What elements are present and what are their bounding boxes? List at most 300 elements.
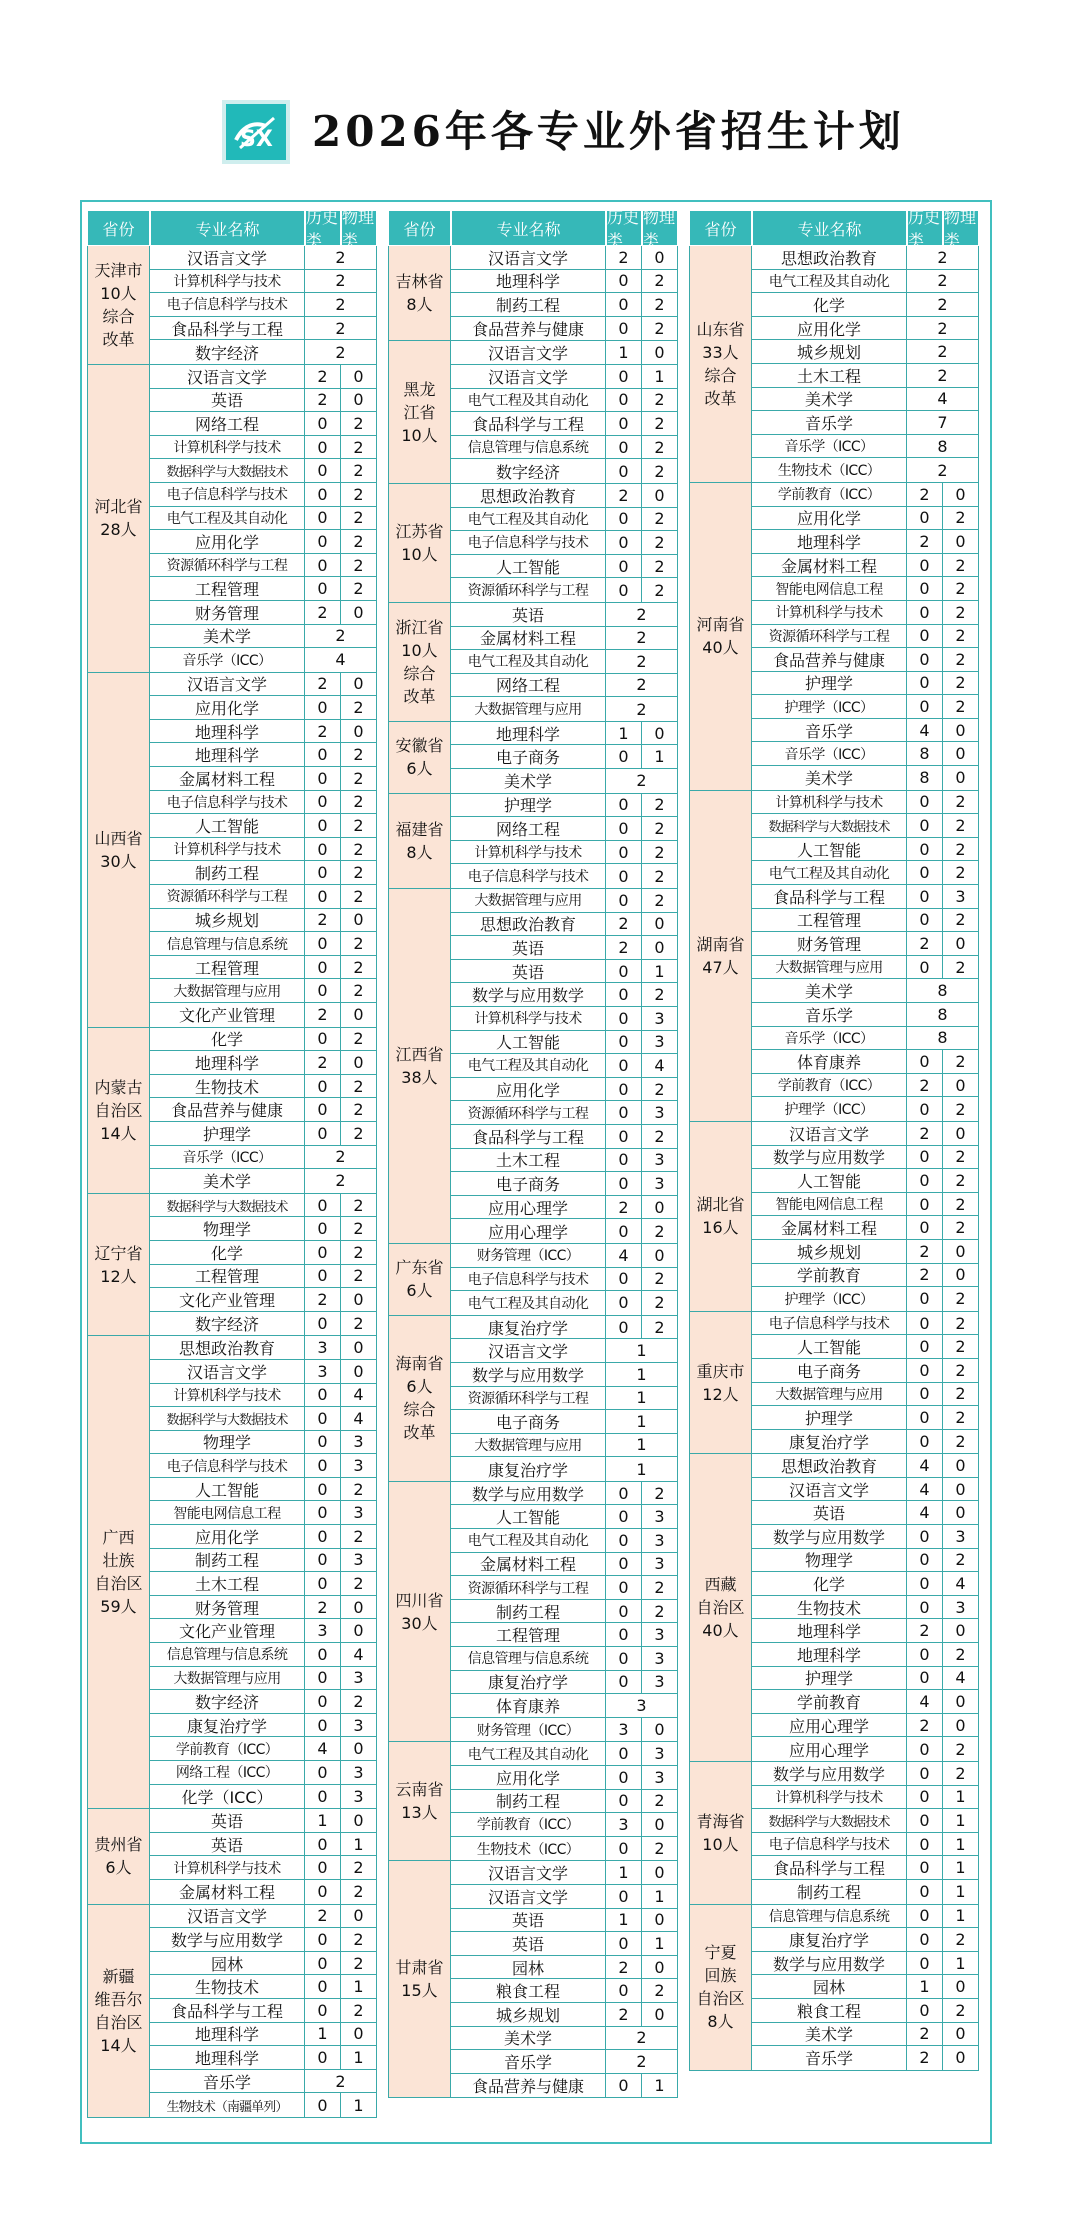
physics-quota-cell: 0 <box>943 1619 979 1642</box>
physics-quota-cell: 2 <box>943 861 979 884</box>
table-row <box>451 2027 678 2051</box>
history-quota-cell: 2 <box>305 389 341 412</box>
physics-quota-cell: 0 <box>642 1956 678 1979</box>
province-group <box>87 1028 377 1194</box>
major-name-cell: 工程管理 <box>150 577 305 600</box>
major-name-cell: 计算机科学与技术 <box>150 838 305 861</box>
table-row <box>451 1979 678 2003</box>
major-name-cell: 英语 <box>451 1909 606 1932</box>
province-cell: 广西 壮族 自治区 59人 <box>87 1336 150 1808</box>
table-row <box>752 1097 979 1121</box>
major-name-cell: 工程管理 <box>451 1623 606 1646</box>
quota-merged-cell: 1 <box>606 1434 678 1457</box>
physics-quota-cell: 2 <box>642 864 678 888</box>
physics-quota-cell: 2 <box>642 794 678 817</box>
province-rows <box>451 246 678 340</box>
table-row <box>451 1101 678 1125</box>
table-row <box>451 1742 678 1766</box>
history-quota-cell: 0 <box>606 1623 642 1646</box>
physics-quota-cell: 2 <box>341 1999 377 2022</box>
table-column-3 <box>689 210 979 2071</box>
major-name-cell: 地理科学 <box>150 720 305 743</box>
province-group <box>388 603 678 722</box>
history-quota-cell: 0 <box>606 1766 642 1789</box>
history-quota-cell: 3 <box>305 1336 341 1359</box>
history-quota-cell: 2 <box>305 1905 341 1928</box>
history-quota-cell: 0 <box>606 578 642 602</box>
major-name-cell: 护理学（ICC） <box>752 1287 907 1311</box>
history-quota-cell: 0 <box>305 1525 341 1548</box>
physics-quota-cell: 0 <box>341 1003 377 1027</box>
physics-quota-cell: 0 <box>341 1809 377 1832</box>
physics-quota-cell: 2 <box>943 1335 979 1358</box>
history-quota-cell: 2 <box>305 365 341 388</box>
major-name-cell: 电气工程及其自动化 <box>451 508 606 531</box>
physics-quota-cell: 2 <box>943 648 979 671</box>
table-row <box>451 794 678 818</box>
history-quota-cell: 0 <box>606 270 642 293</box>
table-row <box>150 1431 377 1455</box>
major-name-cell: 英语 <box>150 1809 305 1832</box>
table-row <box>150 1999 377 2023</box>
physics-quota-cell: 0 <box>341 365 377 388</box>
table-row <box>752 1287 979 1311</box>
table-row <box>150 1833 377 1857</box>
history-quota-cell: 2 <box>907 2046 943 2070</box>
table-row <box>451 1339 678 1363</box>
table-row <box>150 1241 377 1265</box>
history-quota-cell: 0 <box>907 672 943 695</box>
table-row <box>752 1240 979 1264</box>
province-rows <box>752 1312 979 1454</box>
major-name-cell: 化学 <box>752 1572 907 1595</box>
major-name-cell: 英语 <box>150 389 305 412</box>
history-quota-cell: 4 <box>907 1690 943 1713</box>
table-row <box>150 436 377 460</box>
major-name-cell: 物理学 <box>752 1549 907 1572</box>
table-row <box>451 1482 678 1506</box>
major-name-cell: 地理科学 <box>150 743 305 766</box>
physics-quota-cell: 3 <box>341 1549 377 1572</box>
major-name-cell: 数据科学与大数据技术 <box>150 1407 305 1430</box>
physics-quota-cell: 3 <box>642 1031 678 1054</box>
history-quota-cell: 0 <box>305 1690 341 1713</box>
major-name-cell: 大数据管理与应用 <box>451 697 606 721</box>
table-row <box>451 722 678 746</box>
physics-quota-cell: 0 <box>341 720 377 743</box>
quota-merged-cell: 2 <box>606 2027 678 2050</box>
physics-quota-cell: 2 <box>943 1643 979 1666</box>
table-row <box>752 838 979 862</box>
province-group <box>388 722 678 794</box>
history-quota-cell: 0 <box>305 1407 341 1430</box>
table-row <box>150 648 377 672</box>
table-row <box>451 508 678 532</box>
table-row <box>150 412 377 436</box>
history-quota-cell: 2 <box>606 1956 642 1979</box>
province-cell: 湖北省 16人 <box>689 1122 752 1311</box>
major-name-cell: 大数据管理与应用 <box>752 956 907 979</box>
table-row <box>752 1216 979 1240</box>
major-name-cell: 化学（ICC） <box>150 1785 305 1809</box>
table-row <box>150 673 377 697</box>
history-quota-cell: 0 <box>606 1054 642 1077</box>
history-quota-cell: 1 <box>606 1909 642 1932</box>
province-rows <box>150 1905 377 2117</box>
table-row <box>150 1525 377 1549</box>
history-quota-cell: 0 <box>305 1833 341 1856</box>
major-name-cell: 英语 <box>752 1501 907 1524</box>
table-row <box>150 932 377 956</box>
province-group <box>689 1312 979 1455</box>
physics-quota-cell: 2 <box>642 817 678 840</box>
history-quota-cell: 0 <box>305 1431 341 1454</box>
physics-quota-cell: 0 <box>943 932 979 955</box>
physics-quota-cell: 3 <box>642 1149 678 1172</box>
major-name-cell: 思想政治教育 <box>752 1454 907 1477</box>
quota-merged-cell: 2 <box>606 2050 678 2073</box>
physics-quota-cell: 3 <box>642 1101 678 1124</box>
table-row <box>752 270 979 294</box>
table-row <box>752 1146 979 1170</box>
history-quota-cell: 2 <box>606 936 642 959</box>
province-rows <box>451 889 678 1243</box>
table-row <box>150 1288 377 1312</box>
table-row <box>451 1909 678 1933</box>
table-row <box>752 1975 979 1999</box>
table-header-cell: 专业名称 <box>451 210 606 246</box>
history-quota-cell: 0 <box>606 983 642 1006</box>
physics-quota-cell: 2 <box>341 507 377 530</box>
history-quota-cell: 2 <box>606 913 642 936</box>
table-row <box>451 627 678 651</box>
table-row <box>752 1714 979 1738</box>
history-quota-cell: 0 <box>305 1122 341 1145</box>
history-quota-cell: 1 <box>606 341 642 364</box>
table-row <box>752 625 979 649</box>
province-group <box>388 1742 678 1861</box>
table-row <box>451 1410 678 1434</box>
history-quota-cell: 2 <box>305 1051 341 1074</box>
history-quota-cell: 0 <box>305 1478 341 1501</box>
major-name-cell: 汉语言文学 <box>451 1885 606 1908</box>
physics-quota-cell: 2 <box>341 1478 377 1501</box>
table-row <box>150 1312 377 1336</box>
province-cell: 云南省 13人 <box>388 1742 451 1860</box>
physics-quota-cell: 0 <box>642 1244 678 1267</box>
table-row <box>451 1054 678 1078</box>
major-name-cell: 电子信息科学与技术 <box>150 293 305 316</box>
province-group <box>388 1861 678 2098</box>
major-name-cell: 财务管理（ICC） <box>451 1718 606 1742</box>
history-quota-cell: 2 <box>907 932 943 955</box>
history-quota-cell: 0 <box>606 508 642 531</box>
province-group <box>388 1316 678 1482</box>
major-name-cell: 数字经济 <box>451 459 606 483</box>
major-name-cell: 英语 <box>451 1932 606 1955</box>
history-quota-cell: 4 <box>606 1244 642 1267</box>
table-row <box>150 1194 377 1218</box>
major-name-cell: 学前教育（ICC） <box>752 1074 907 1097</box>
table-row <box>752 1596 979 1620</box>
major-name-cell: 计算机科学与技术 <box>150 436 305 459</box>
table-header-cell: 省份 <box>388 210 451 246</box>
table-row <box>451 769 678 793</box>
history-quota-cell: 1 <box>606 722 642 745</box>
quota-merged-cell: 2 <box>305 2070 377 2093</box>
physics-quota-cell: 0 <box>943 483 979 506</box>
page-title: 2026年各专业外省招生计划 <box>312 107 905 156</box>
major-name-cell: 金属材料工程 <box>752 1216 907 1239</box>
physics-quota-cell: 2 <box>341 861 377 884</box>
major-name-cell: 汉语言文学 <box>451 1339 606 1362</box>
history-quota-cell: 0 <box>305 1952 341 1975</box>
table-row <box>150 1761 377 1785</box>
physics-quota-cell: 2 <box>943 695 979 718</box>
major-name-cell: 物理学 <box>150 1217 305 1240</box>
major-name-cell: 数学与应用数学 <box>752 1762 907 1785</box>
history-quota-cell: 2 <box>907 1122 943 1145</box>
major-name-cell: 工程管理 <box>150 1265 305 1288</box>
major-name-cell: 智能电网信息工程 <box>752 1193 907 1216</box>
province-rows <box>752 246 979 482</box>
major-name-cell: 汉语言文学 <box>150 365 305 388</box>
physics-quota-cell: 0 <box>943 1122 979 1145</box>
physics-quota-cell: 4 <box>341 1643 377 1666</box>
quota-merged-cell: 2 <box>907 364 979 387</box>
major-name-cell: 汉语言文学 <box>451 365 606 388</box>
table-row <box>150 1360 377 1384</box>
table-row <box>752 742 979 766</box>
history-quota-cell: 2 <box>907 1619 943 1642</box>
history-quota-cell: 0 <box>305 1549 341 1572</box>
physics-quota-cell: 3 <box>642 1505 678 1528</box>
history-quota-cell: 0 <box>305 1028 341 1051</box>
history-quota-cell: 0 <box>907 1596 943 1619</box>
major-name-cell: 人工智能 <box>752 1335 907 1358</box>
table-row <box>451 389 678 413</box>
major-name-cell: 康复治疗学 <box>150 1714 305 1737</box>
history-quota-cell: 2 <box>907 483 943 506</box>
physics-quota-cell: 2 <box>943 838 979 861</box>
physics-quota-cell: 2 <box>341 530 377 553</box>
physics-quota-cell: 2 <box>943 1383 979 1406</box>
history-quota-cell: 0 <box>606 1647 642 1670</box>
history-quota-cell: 2 <box>305 673 341 696</box>
physics-quota-cell: 2 <box>642 889 678 912</box>
physics-quota-cell: 3 <box>642 1172 678 1195</box>
table-row <box>752 1122 979 1146</box>
history-quota-cell: 0 <box>907 1880 943 1904</box>
quota-merged-cell: 1 <box>606 1457 678 1481</box>
table-row <box>752 909 979 933</box>
table-row <box>451 365 678 389</box>
quota-merged-cell: 1 <box>606 1339 678 1362</box>
history-quota-cell: 0 <box>907 861 943 884</box>
history-quota-cell: 0 <box>305 1384 341 1407</box>
physics-quota-cell: 0 <box>943 742 979 765</box>
major-name-cell: 土木工程 <box>752 364 907 387</box>
table-row <box>451 270 678 294</box>
quota-merged-cell: 2 <box>907 246 979 269</box>
major-name-cell: 数学与应用数学 <box>752 1952 907 1975</box>
physics-quota-cell: 2 <box>341 1952 377 1975</box>
table-row <box>752 1833 979 1857</box>
physics-quota-cell: 2 <box>943 1287 979 1311</box>
physics-quota-cell: 2 <box>642 1482 678 1505</box>
major-name-cell: 电子信息科学与技术 <box>752 1833 907 1856</box>
province-cell: 重庆市 12人 <box>689 1312 752 1454</box>
table-row <box>752 695 979 719</box>
physics-quota-cell: 0 <box>642 246 678 269</box>
major-name-cell: 思想政治教育 <box>752 246 907 269</box>
table-row <box>150 1690 377 1714</box>
history-quota-cell: 2 <box>606 484 642 507</box>
physics-quota-cell: 0 <box>341 1360 377 1383</box>
province-rows <box>752 1454 979 1761</box>
table-row <box>150 1596 377 1620</box>
major-name-cell: 园林 <box>451 1956 606 1979</box>
table-row <box>451 1813 678 1837</box>
major-name-cell: 地理科学 <box>451 270 606 293</box>
physics-quota-cell: 2 <box>341 956 377 979</box>
physics-quota-cell: 2 <box>341 1525 377 1548</box>
major-name-cell: 学前教育 <box>752 1264 907 1287</box>
table-row <box>752 814 979 838</box>
history-quota-cell: 0 <box>606 365 642 388</box>
physics-quota-cell: 2 <box>642 293 678 316</box>
table-row <box>150 1336 377 1360</box>
province-rows <box>451 1742 678 1860</box>
major-name-cell: 数字经济 <box>150 1312 305 1336</box>
major-name-cell: 数据科学与大数据技术 <box>752 1809 907 1832</box>
province-rows <box>752 791 979 1121</box>
major-name-cell: 学前教育（ICC） <box>752 483 907 506</box>
history-quota-cell: 0 <box>907 1833 943 1856</box>
table-row <box>150 814 377 838</box>
history-quota-cell: 0 <box>907 909 943 932</box>
major-name-cell: 音乐学 <box>752 2046 907 2070</box>
major-name-cell: 电子商务 <box>752 1359 907 1382</box>
physics-quota-cell: 0 <box>943 1074 979 1097</box>
major-name-cell: 应用心理学 <box>752 1714 907 1737</box>
quota-merged-cell: 8 <box>907 1027 979 1050</box>
physics-quota-cell: 2 <box>642 1600 678 1623</box>
major-name-cell: 计算机科学与技术 <box>752 1786 907 1809</box>
province-rows <box>451 1861 678 2097</box>
major-name-cell: 汉语言文学 <box>451 246 606 269</box>
province-cell: 湖南省 47人 <box>689 791 752 1121</box>
history-quota-cell: 0 <box>907 956 943 979</box>
quota-merged-cell: 3 <box>606 1694 678 1717</box>
major-name-cell: 应用化学 <box>752 507 907 530</box>
table-row <box>150 1809 377 1833</box>
history-quota-cell: 0 <box>305 412 341 435</box>
table-header-row <box>388 208 678 250</box>
history-quota-cell: 0 <box>907 1050 943 1073</box>
province-cell: 新疆 维吾尔 自治区 14人 <box>87 1905 150 2117</box>
history-quota-cell: 0 <box>907 1952 943 1975</box>
major-name-cell: 大数据管理与应用 <box>451 889 606 912</box>
table-column-2 <box>388 210 678 2098</box>
major-name-cell: 电气工程及其自动化 <box>451 1291 606 1315</box>
table-row <box>451 864 678 888</box>
history-quota-cell: 0 <box>305 791 341 814</box>
major-name-cell: 资源循环科学与工程 <box>150 554 305 577</box>
table-row <box>752 364 979 388</box>
major-name-cell: 康复治疗学 <box>451 1671 606 1694</box>
table-row <box>752 458 979 482</box>
physics-quota-cell: 2 <box>642 270 678 293</box>
major-name-cell: 英语 <box>451 603 606 626</box>
history-quota-cell: 1 <box>305 2023 341 2046</box>
history-quota-cell: 0 <box>606 389 642 412</box>
physics-quota-cell: 2 <box>943 1146 979 1169</box>
province-cell: 河南省 40人 <box>689 483 752 790</box>
major-name-cell: 文化产业管理 <box>150 1003 305 1027</box>
table-row <box>752 1549 979 1573</box>
province-group <box>388 794 678 889</box>
province-rows <box>451 341 678 483</box>
physics-quota-cell: 2 <box>943 1406 979 1429</box>
physics-quota-cell: 3 <box>642 1671 678 1694</box>
table-row <box>752 719 979 743</box>
table-row <box>451 1576 678 1600</box>
major-name-cell: 应用化学 <box>150 1525 305 1548</box>
history-quota-cell: 0 <box>606 1529 642 1552</box>
physics-quota-cell: 1 <box>341 1833 377 1856</box>
province-group <box>689 246 979 483</box>
physics-quota-cell: 2 <box>341 1194 377 1217</box>
province-rows <box>752 1762 979 1904</box>
history-quota-cell: 0 <box>907 601 943 624</box>
table-row <box>150 1075 377 1099</box>
province-rows <box>752 1905 979 2070</box>
major-name-cell: 电气工程及其自动化 <box>752 270 907 293</box>
physics-quota-cell: 4 <box>341 1384 377 1407</box>
table-row <box>451 1196 678 1220</box>
physics-quota-cell: 0 <box>642 341 678 364</box>
major-name-cell: 学前教育（ICC） <box>150 1737 305 1760</box>
major-name-cell: 制药工程 <box>150 861 305 884</box>
physics-quota-cell: 3 <box>943 1596 979 1619</box>
table-row <box>451 555 678 579</box>
physics-quota-cell: 2 <box>943 1169 979 1192</box>
province-cell: 甘肃省 15人 <box>388 1861 451 2097</box>
major-name-cell: 大数据管理与应用 <box>150 1667 305 1690</box>
table-row <box>752 932 979 956</box>
major-name-cell: 汉语言文学 <box>150 1905 305 1928</box>
major-name-cell: 地理科学 <box>752 1619 907 1642</box>
province-group <box>689 1454 979 1762</box>
physics-quota-cell: 0 <box>341 1737 377 1760</box>
major-name-cell: 数学与应用数学 <box>451 983 606 1006</box>
table-row <box>150 696 377 720</box>
major-name-cell: 人工智能 <box>150 814 305 837</box>
major-name-cell: 美术学 <box>752 766 907 790</box>
table-row <box>150 507 377 531</box>
province-group <box>689 791 979 1122</box>
table-row <box>451 1007 678 1031</box>
physics-quota-cell: 2 <box>341 412 377 435</box>
table-row <box>451 1031 678 1055</box>
table-row <box>150 1856 377 1880</box>
table-row <box>752 885 979 909</box>
school-logo <box>222 100 290 164</box>
physics-quota-cell: 2 <box>341 1075 377 1098</box>
quota-merged-cell: 1 <box>606 1387 678 1410</box>
history-quota-cell: 0 <box>606 1291 642 1315</box>
